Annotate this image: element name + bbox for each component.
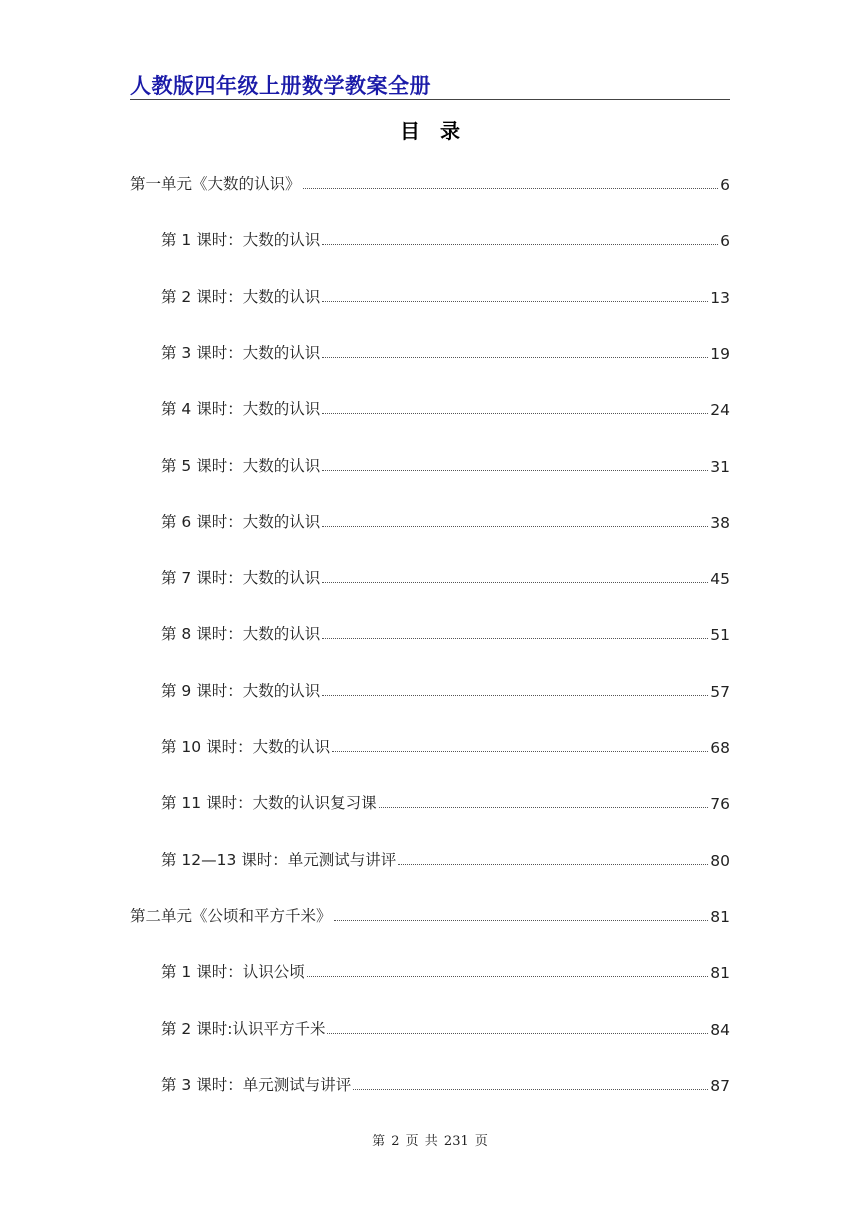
toc-dot-leader	[303, 188, 719, 189]
toc-dot-leader	[322, 582, 708, 583]
toc-entry-label: 第 11 课时：大数的认识复习课	[161, 794, 377, 813]
toc-dot-leader	[322, 526, 708, 527]
toc-dot-leader	[398, 864, 708, 865]
toc-entry-page-number: 76	[710, 795, 730, 814]
toc-lesson-entry[interactable]	[161, 1073, 730, 1095]
toc-entry-label: 第一单元《大数的认识》	[130, 175, 301, 193]
toc-lesson-entry[interactable]	[161, 679, 730, 701]
toc-lesson-entry[interactable]	[161, 848, 730, 870]
toc-lesson-entry[interactable]	[161, 622, 730, 644]
toc-entry-label: 第 1 课时：认识公顷	[161, 963, 305, 982]
toc-unit-entry[interactable]	[130, 904, 730, 926]
toc-entry-label: 第 2 课时：大数的认识	[161, 287, 321, 306]
toc-entry-label: 第二单元《公顷和平方千米》	[130, 906, 332, 925]
toc-entry-label: 第 4 课时：大数的认识	[161, 400, 321, 419]
toc-lesson-entry[interactable]	[161, 341, 730, 363]
toc-entry-page-number: 6	[720, 176, 730, 194]
toc-lesson-entry[interactable]	[161, 285, 730, 307]
toc-entry-page-number: 80	[710, 851, 730, 870]
toc-lesson-entry[interactable]	[161, 1017, 730, 1039]
toc-entry-page-number: 31	[710, 457, 730, 476]
toc-entry-label: 第 3 课时：单元测试与讲评	[161, 1075, 352, 1094]
toc-entry-page-number: 24	[710, 401, 730, 420]
toc-entry-label: 第 3 课时：大数的认识	[161, 343, 321, 362]
toc-entry-page-number: 81	[710, 964, 730, 983]
toc-dot-leader	[322, 301, 708, 302]
toc-dot-leader	[322, 413, 708, 414]
toc-dot-leader	[327, 1033, 708, 1034]
toc-dot-leader	[379, 807, 709, 808]
toc-dot-leader	[322, 244, 718, 245]
toc-entry-label: 第 1 课时：大数的认识	[161, 231, 321, 250]
toc-dot-leader	[322, 470, 708, 471]
toc-lesson-entry[interactable]	[161, 566, 730, 588]
toc-entry-page-number: 84	[710, 1020, 730, 1039]
toc-entry-label: 第 9 课时：大数的认识	[161, 681, 321, 700]
toc-lesson-entry[interactable]	[161, 228, 730, 250]
toc-dot-leader	[322, 638, 708, 639]
toc-dot-leader	[322, 695, 708, 696]
toc-entry-page-number: 45	[710, 570, 730, 589]
toc-unit-entry[interactable]	[130, 172, 730, 194]
toc-dot-leader	[353, 1089, 708, 1090]
toc-entry-label: 第 7 课时：大数的认识	[161, 569, 321, 588]
toc-entry-label: 第 10 课时：大数的认识	[161, 738, 331, 756]
toc-entry-page-number: 38	[710, 513, 730, 532]
toc-entry-label: 第 12—13 课时：单元测试与讲评	[161, 850, 397, 869]
toc-entry-page-number: 57	[710, 682, 730, 701]
toc-entry-page-number: 81	[710, 907, 730, 926]
header-divider	[130, 99, 730, 100]
toc-entry-page-number: 68	[710, 739, 730, 757]
toc-lesson-entry[interactable]	[161, 791, 730, 813]
toc-heading: 目 录	[400, 119, 460, 143]
toc-entry-page-number: 87	[710, 1076, 730, 1095]
document-title: 人教版四年级上册数学教案全册	[130, 74, 431, 98]
toc-entry-label: 第 8 课时：大数的认识	[161, 625, 321, 644]
toc-entry-page-number: 13	[710, 288, 730, 307]
toc-lesson-entry[interactable]	[161, 960, 730, 982]
toc-lesson-entry[interactable]	[161, 735, 730, 757]
toc-lesson-entry[interactable]	[161, 454, 730, 476]
toc-lesson-entry[interactable]	[161, 397, 730, 419]
toc-dot-leader	[307, 976, 709, 977]
toc-entry-page-number: 51	[710, 626, 730, 645]
toc-entry-label: 第 5 课时：大数的认识	[161, 456, 321, 475]
toc-dot-leader	[332, 751, 708, 752]
toc-entry-page-number: 19	[710, 344, 730, 363]
toc-dot-leader	[322, 357, 708, 358]
toc-entry-label: 第 2 课时:认识平方千米	[161, 1019, 326, 1038]
toc-lesson-entry[interactable]	[161, 510, 730, 532]
toc-entry-page-number: 6	[720, 232, 730, 251]
toc-entry-label: 第 6 课时：大数的认识	[161, 512, 321, 531]
toc-dot-leader	[334, 920, 709, 921]
page-footer: 第 2 页 共 231 页	[372, 1134, 488, 1149]
